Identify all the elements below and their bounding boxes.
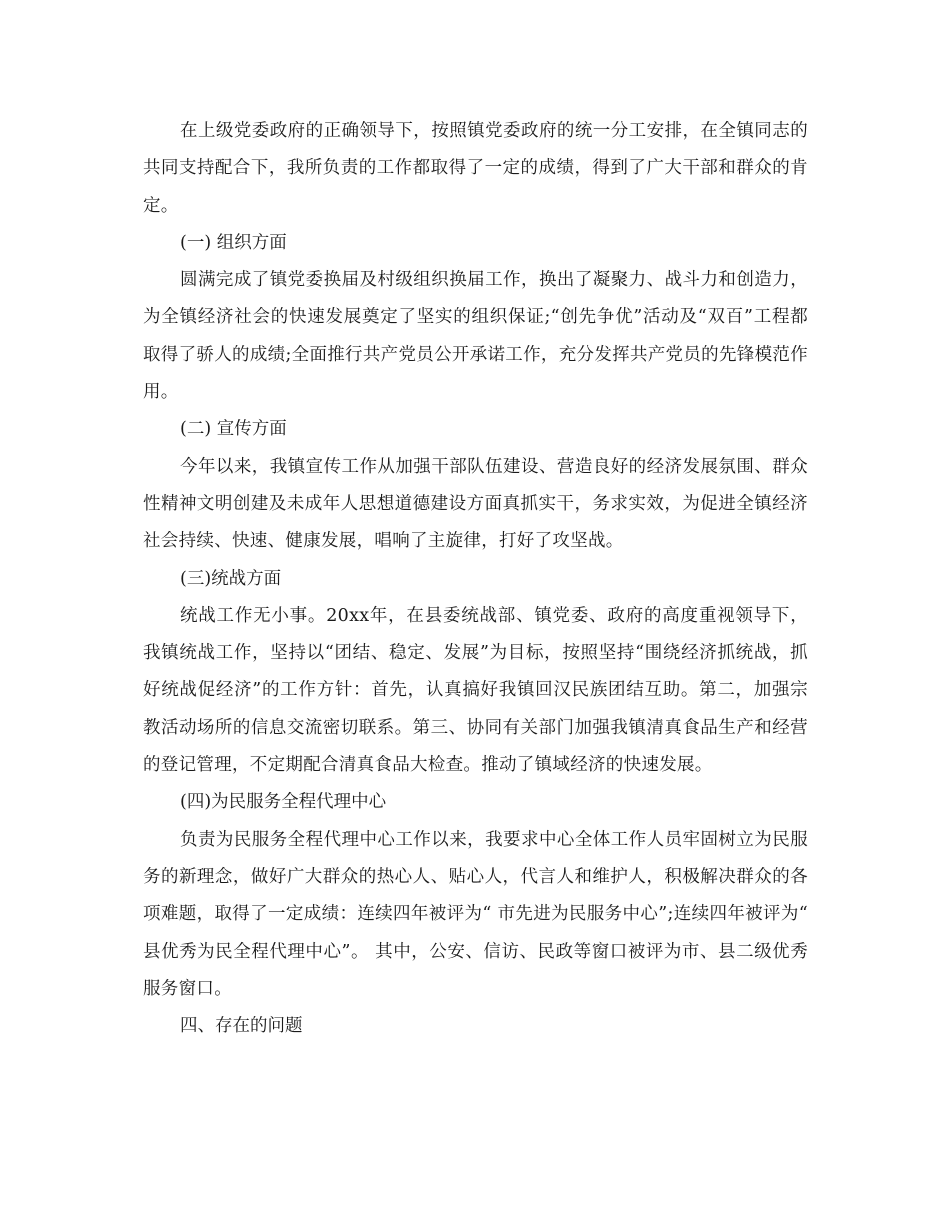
publicity-paragraph: 今年以来，我镇宣传工作从加强干部队伍建设、营造良好的经济发展氛围、群众性精神文明创建及未成年人思想道德建设方面真抓实干，务求实效，为促进全镇经济社会持续、快速、健康发展，唱响了主旋律，打好了攻坚战。	[143, 456, 808, 552]
united-front-paragraph: 统战工作无小事。20xx年，在县委统战部、镇党委、政府的高度重视领导下，我镇统战工作，坚持以“团结、稳定、发展”为目标，按照坚持“围绕经济抓统战，抓好统战促经济”的工作方针：首先，认真搞好我镇回汉民族团结互助。第二，加强宗教活动场所的信息交流密切联系。第三、协同有关部门加强我镇清真食品生产和经营的登记管理，不定期配合清真食品大检查。推动了镇域经济的快速发展。	[143, 605, 808, 776]
section-heading-united-front: (三)统战方面	[180, 568, 282, 589]
section-heading-service-center: (四)为民服务全程代理中心	[180, 792, 387, 813]
service-center-paragraph: 负责为民服务全程代理中心工作以来，我要求中心全体工作人员牢固树立为民服务的新理念，做好广大群众的热心人、贴心人，代言人和维护人，积极解决群众的各项难题，取得了一定成绩：连续四年被评为“ 市先进为民服务中心”;连续四年被评为“ 县优秀为民全程代理中心”。 其中，公安、信访、民政等窗口被评为市、县二级优秀服务窗口。	[143, 829, 808, 999]
section-heading-publicity: (二) 宣传方面	[180, 419, 287, 440]
section-heading-problems: 四、存在的问题	[180, 1016, 303, 1037]
organization-paragraph: 圆满完成了镇党委换届及村级组织换届工作，换出了凝聚力、战斗力和创造力，为全镇经济社会的快速发展奠定了坚实的组织保证;“创先争优”活动及“双百”工程都取得了骄人的成绩;全面推行共产党员公开承诺工作，充分发挥共产党员的先锋模范作用。	[143, 270, 808, 403]
intro-paragraph: 在上级党委政府的正确领导下，按照镇党委政府的统一分工安排，在全镇同志的共同支持配合下，我所负责的工作都取得了一定的成绩，得到了广大干部和群众的肯定。	[143, 121, 808, 216]
section-heading-organization: (一) 组织方面	[180, 232, 287, 253]
document-body	[143, 113, 808, 1045]
